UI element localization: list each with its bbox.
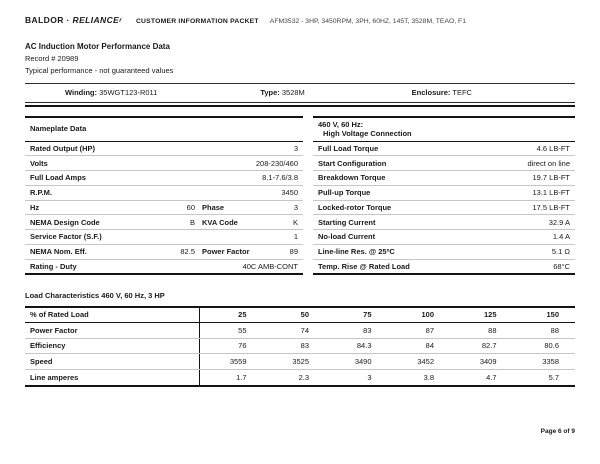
page-number: Page 6 of 9 bbox=[540, 428, 575, 435]
row-value: 3490 bbox=[354, 357, 372, 367]
high-voltage-row bbox=[313, 201, 575, 216]
model-spec-line: AFM3532 - 3HP, 3450RPM, 3PH, 60HZ, 145T, 3528M, TEAO, F1 bbox=[269, 18, 466, 25]
row-value: 5.1 Ω bbox=[551, 247, 570, 257]
load-characteristics-caption: Load Characteristics 460 V, 60 Hz, 3 HP bbox=[25, 291, 165, 301]
row-value: 4.7 bbox=[486, 372, 497, 382]
high-voltage-row bbox=[313, 142, 575, 157]
row-label: Full Load Amps bbox=[30, 173, 86, 183]
page-title: AC Induction Motor Performance Data bbox=[25, 42, 170, 52]
row-value: 84.3 bbox=[356, 341, 372, 351]
winding-bar bbox=[25, 83, 575, 106]
row-value: 80.6 bbox=[544, 341, 559, 351]
record-number: Record # 20989 bbox=[25, 54, 79, 64]
row-label: No-load Current bbox=[318, 232, 376, 242]
row-label: Locked-rotor Torque bbox=[318, 202, 392, 212]
row-label: Hz bbox=[30, 202, 40, 212]
nameplate-row bbox=[25, 156, 303, 171]
nameplate-row bbox=[25, 230, 303, 245]
row-label: Line-line Res. @ 25ºC bbox=[318, 247, 395, 257]
row-label: R.P.M. bbox=[30, 188, 52, 198]
nameplate-table-header bbox=[25, 118, 303, 142]
row-label: Power Factor bbox=[25, 323, 200, 338]
row-value: 3 bbox=[293, 202, 298, 212]
row-value: 68°C bbox=[553, 261, 570, 271]
row-label: Rating - Duty bbox=[30, 261, 77, 271]
row-label-2: KVA Code bbox=[202, 217, 238, 227]
high-voltage-table-header bbox=[313, 118, 575, 142]
nameplate-row bbox=[25, 215, 303, 230]
row-value: 3 bbox=[367, 372, 372, 382]
row-label-2: Power Factor bbox=[202, 247, 250, 257]
row-value: 89 bbox=[289, 247, 298, 257]
row-label: Pull-up Torque bbox=[318, 188, 371, 198]
winding-row bbox=[25, 83, 575, 102]
hv-header-line2: High Voltage Connection bbox=[323, 129, 412, 139]
row-value: 74 bbox=[300, 325, 309, 335]
row-label: Breakdown Torque bbox=[318, 173, 386, 183]
row-value: 3.8 bbox=[423, 372, 434, 382]
nameplate-row bbox=[25, 186, 303, 201]
type-value: 3528M bbox=[281, 88, 305, 98]
winding-label: Winding: bbox=[65, 88, 98, 98]
load-table-row bbox=[25, 339, 575, 355]
row-value: 88 bbox=[488, 325, 497, 335]
row-value: 208-230/460 bbox=[255, 158, 298, 168]
packet-title: CUSTOMER INFORMATION PACKET bbox=[135, 18, 259, 25]
high-voltage-table bbox=[313, 116, 575, 276]
logo-baldor-text: BALDOR bbox=[25, 15, 64, 25]
row-value: 55 bbox=[238, 325, 247, 335]
row-value: 19.7 LB-FT bbox=[532, 173, 570, 183]
hv-header-line1: 460 V, 60 Hz: bbox=[318, 119, 364, 129]
row-mid-value: B bbox=[189, 217, 195, 227]
high-voltage-row bbox=[313, 171, 575, 186]
enclosure-value: TEFC bbox=[452, 88, 472, 98]
row-value: 3409 bbox=[479, 357, 497, 367]
nameplate-rows bbox=[25, 142, 303, 276]
row-label: Temp. Rise @ Rated Load bbox=[318, 261, 410, 271]
baldor-reliance-logo bbox=[25, 15, 122, 26]
row-value: 88 bbox=[550, 325, 559, 335]
nameplate-table bbox=[25, 116, 303, 276]
load-col-125: 125 bbox=[483, 310, 497, 320]
row-value: 1 bbox=[293, 232, 298, 242]
row-label: Starting Current bbox=[318, 217, 376, 227]
row-value: 3358 bbox=[542, 357, 559, 367]
title-block bbox=[25, 42, 575, 75]
load-table-header-label: % of Rated Load bbox=[25, 308, 200, 323]
row-value: direct on line bbox=[527, 158, 570, 168]
high-voltage-row bbox=[313, 186, 575, 201]
row-value: 13.1 LB-FT bbox=[532, 188, 570, 198]
load-table-header-row bbox=[25, 308, 575, 324]
enclosure-label: Enclosure: bbox=[411, 88, 451, 98]
nameplate-row bbox=[25, 260, 303, 276]
row-mid-value: 82.5 bbox=[180, 247, 195, 257]
row-label: Rated Output (HP) bbox=[30, 143, 95, 153]
type-label: Type: bbox=[260, 88, 280, 98]
row-label: Start Configuration bbox=[318, 158, 387, 168]
logo-trademark-glyph: r bbox=[119, 18, 122, 24]
high-voltage-row bbox=[313, 156, 575, 171]
row-label: Speed bbox=[25, 354, 200, 369]
row-value: 84 bbox=[425, 341, 434, 351]
nameplate-row bbox=[25, 142, 303, 157]
winding-value: 35WGT123-R011 bbox=[99, 88, 158, 98]
row-value: 17.5 LB-FT bbox=[532, 202, 570, 212]
divider-thick bbox=[25, 105, 575, 107]
row-value: 82.7 bbox=[481, 341, 497, 351]
nameplate-header-text: Nameplate Data bbox=[30, 124, 87, 134]
type-cell bbox=[208, 88, 391, 97]
row-label: Service Factor (S.F.) bbox=[30, 232, 102, 242]
load-table-body bbox=[25, 323, 575, 386]
enclosure-cell bbox=[392, 88, 575, 97]
row-value: 4.6 LB-FT bbox=[536, 143, 570, 153]
high-voltage-rows bbox=[313, 142, 575, 276]
load-characteristics-table bbox=[25, 306, 575, 387]
row-value: 3 bbox=[293, 143, 298, 153]
row-value: 2.3 bbox=[298, 372, 309, 382]
load-table-row bbox=[25, 354, 575, 370]
row-label-2: Phase bbox=[202, 202, 225, 212]
row-value: 5.7 bbox=[548, 372, 559, 382]
nameplate-row bbox=[25, 245, 303, 260]
row-value: 32.9 A bbox=[548, 217, 570, 227]
row-label: NEMA Nom. Eff. bbox=[30, 247, 87, 257]
high-voltage-row bbox=[313, 215, 575, 230]
row-value: 83 bbox=[363, 325, 372, 335]
load-col-50: 50 bbox=[300, 310, 309, 320]
row-value: 3525 bbox=[292, 357, 309, 367]
row-value: 3450 bbox=[281, 188, 298, 198]
high-voltage-row bbox=[313, 245, 575, 260]
row-value: 1.7 bbox=[236, 372, 247, 382]
nameplate-row bbox=[25, 201, 303, 216]
spec-tables bbox=[25, 116, 575, 276]
performance-note: Typical performance - not guaranteed values bbox=[25, 65, 174, 75]
row-value: 40C AMB-CONT bbox=[242, 261, 298, 271]
row-value: 83 bbox=[300, 341, 309, 351]
row-label: NEMA Design Code bbox=[30, 217, 100, 227]
high-voltage-row bbox=[313, 230, 575, 245]
load-table-row bbox=[25, 370, 575, 387]
high-voltage-row bbox=[313, 260, 575, 276]
row-mid-value: 60 bbox=[186, 202, 195, 212]
winding-cell bbox=[25, 88, 208, 97]
row-value: 3452 bbox=[417, 357, 434, 367]
logo-reliance-text: RELIANCE bbox=[72, 15, 120, 25]
load-col-75: 75 bbox=[363, 310, 372, 320]
load-col-25: 25 bbox=[238, 310, 247, 320]
row-label: Efficiency bbox=[25, 339, 200, 354]
nameplate-row bbox=[25, 171, 303, 186]
load-col-100: 100 bbox=[421, 310, 434, 320]
row-label: Line amperes bbox=[25, 370, 200, 385]
row-value: 76 bbox=[238, 341, 247, 351]
row-value: 87 bbox=[425, 325, 434, 335]
load-col-150: 150 bbox=[546, 310, 559, 320]
row-value: 8.1-7.6/3.8 bbox=[262, 173, 298, 183]
load-table-row bbox=[25, 323, 575, 339]
row-label: Full Load Torque bbox=[318, 143, 379, 153]
logo-dot: · bbox=[66, 15, 70, 25]
row-label: Volts bbox=[30, 158, 48, 168]
row-value: K bbox=[292, 217, 298, 227]
document-header bbox=[25, 0, 575, 26]
row-value: 1.4 A bbox=[552, 232, 570, 242]
row-value: 3559 bbox=[229, 357, 247, 367]
